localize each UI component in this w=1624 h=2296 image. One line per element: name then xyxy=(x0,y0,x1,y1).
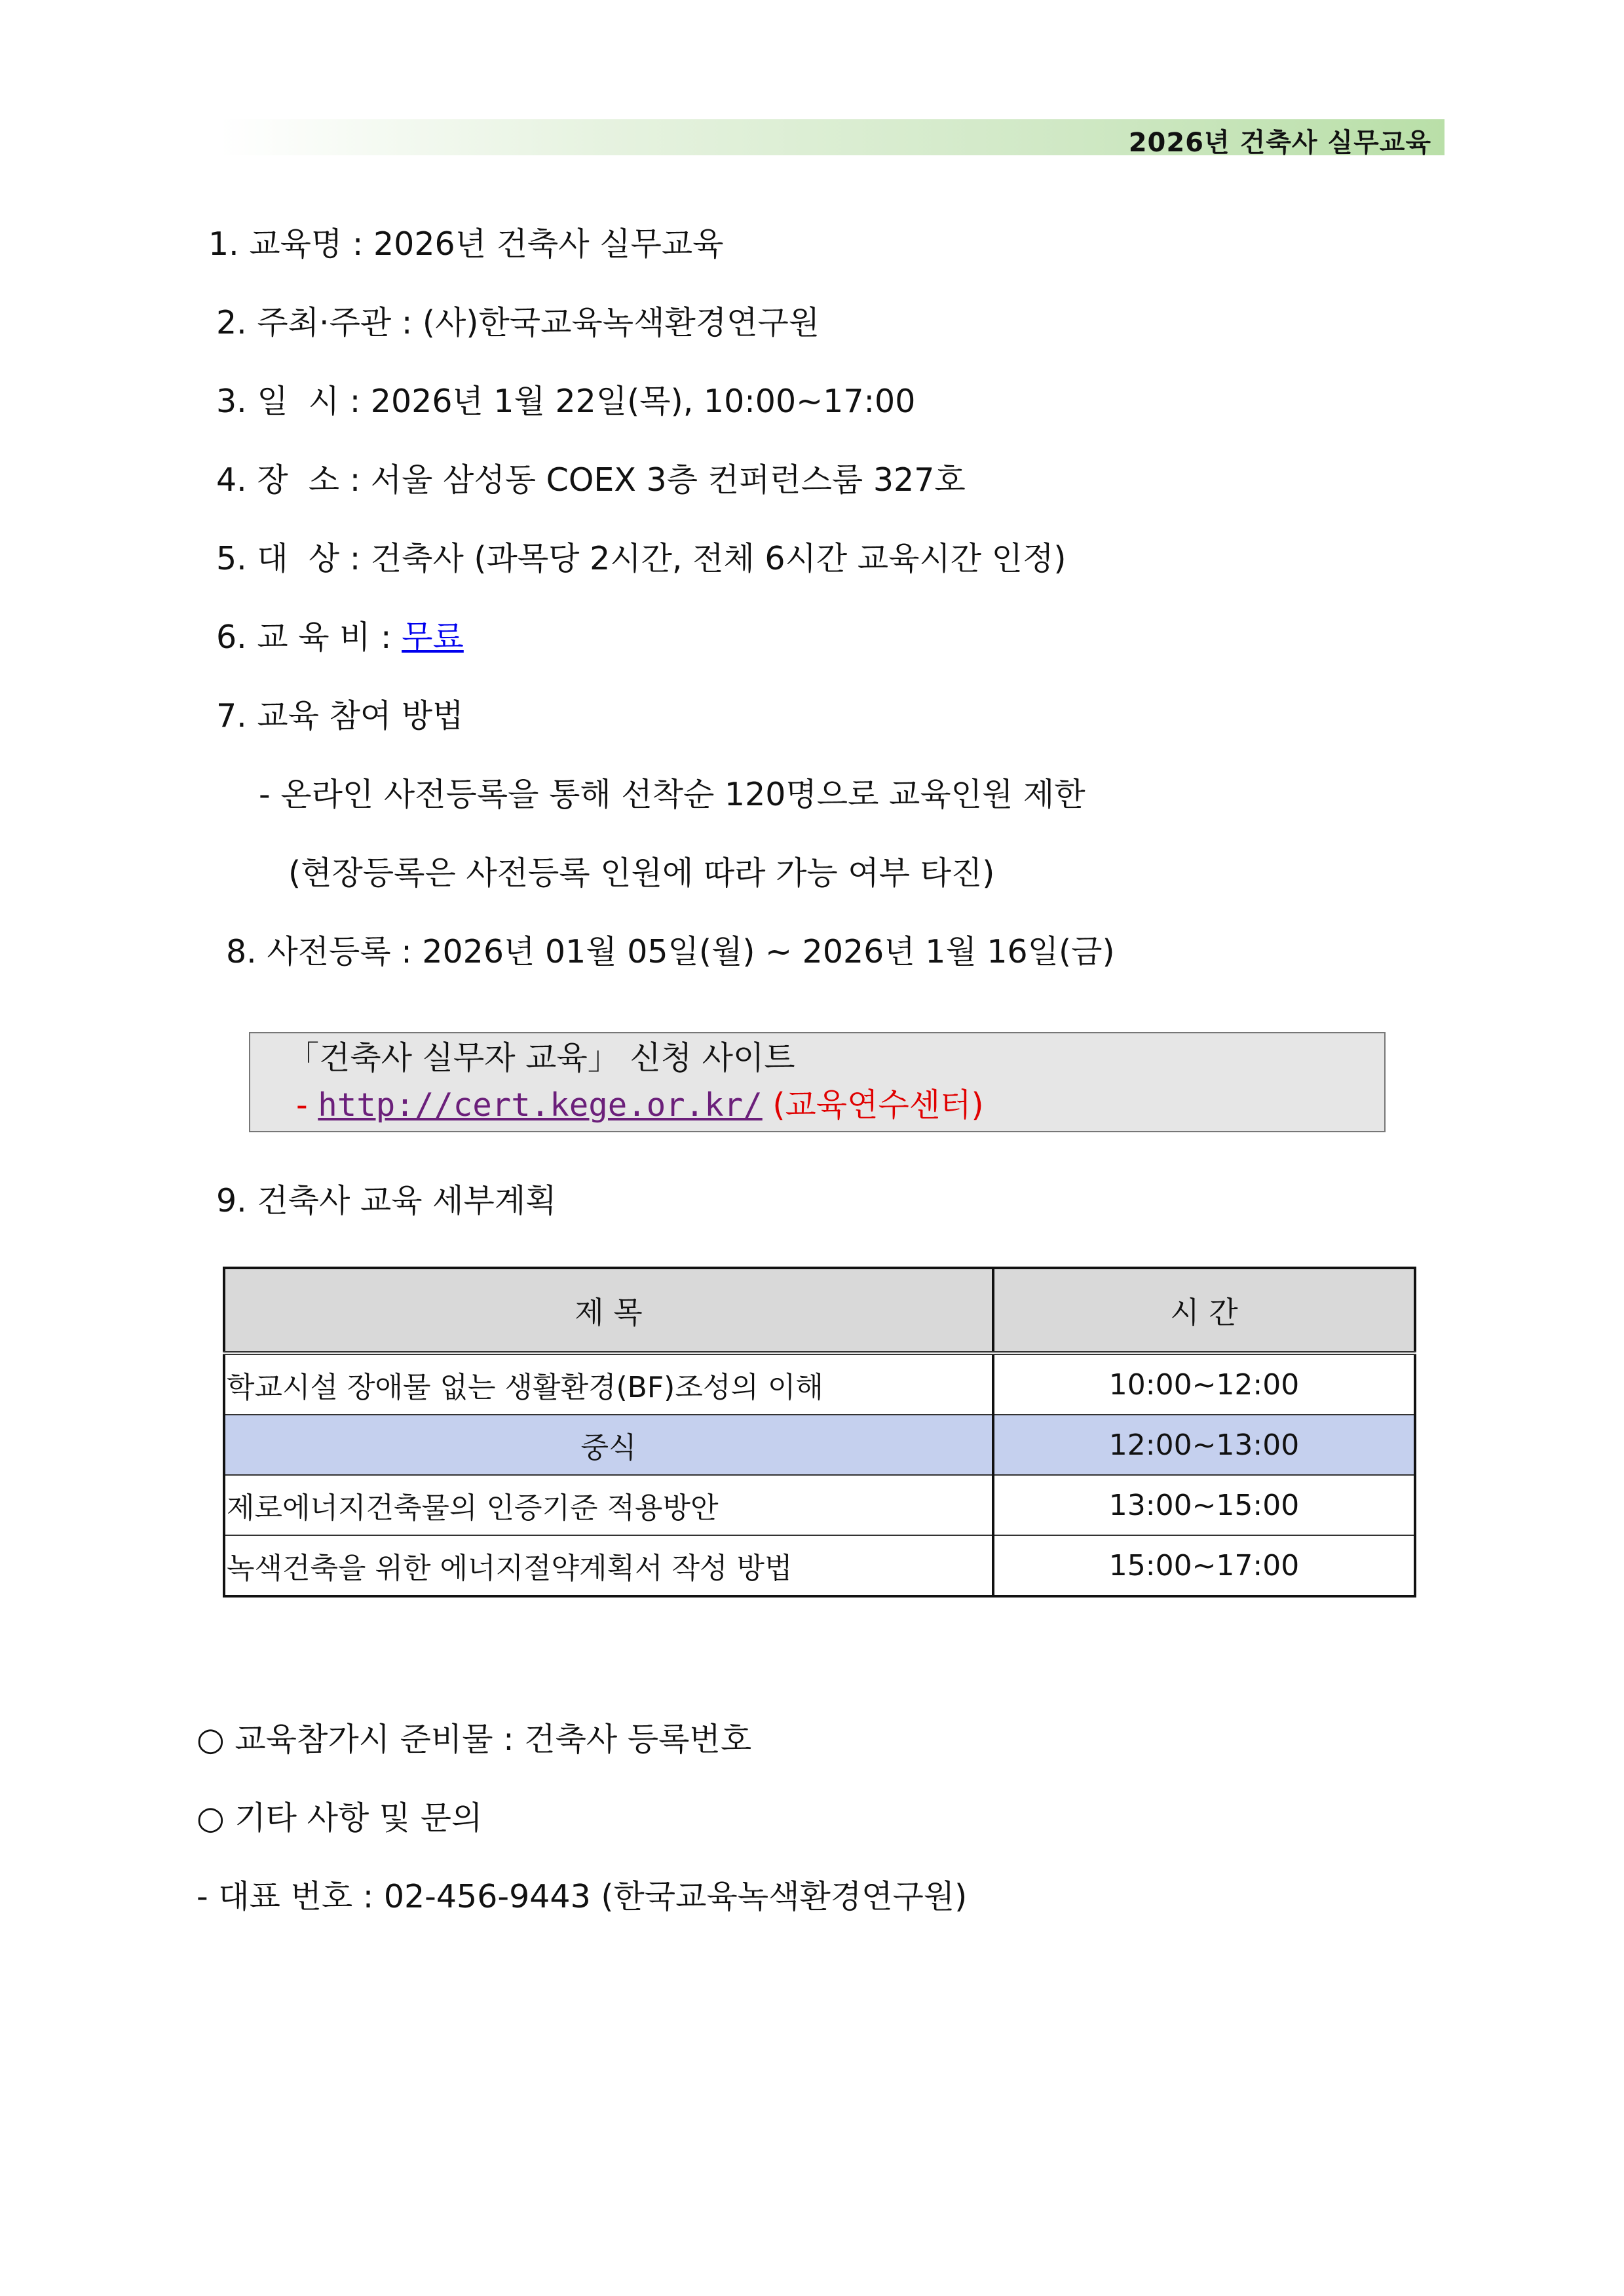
participation-detail: - 온라인 사전등록을 통해 선착순 120명으로 교육인원 제한 xyxy=(259,776,1086,813)
table-header-row xyxy=(224,1268,1415,1353)
session-title: 제로에너지건축물의 인증기준 적용방안 xyxy=(224,1475,993,1535)
table-row-lunch xyxy=(224,1415,1415,1475)
session-title: 중식 xyxy=(224,1415,993,1475)
header-band xyxy=(219,119,1445,158)
table-row xyxy=(224,1535,1415,1596)
item-datetime: 3. 일 시 : 2026년 1월 22일(목), 10:00~17:00 xyxy=(216,383,916,420)
table-row xyxy=(224,1475,1415,1535)
item-course-name: 1. 교육명 : 2026년 건축사 실무교육 xyxy=(208,225,724,263)
item-detailed-plan: 9. 건축사 교육 세부계획 xyxy=(216,1182,557,1219)
session-title: 녹색건축을 위한 에너지절약계획서 작성 방법 xyxy=(224,1535,993,1596)
session-time: 12:00~13:00 xyxy=(993,1415,1415,1475)
column-header-title: 제 목 xyxy=(224,1268,993,1353)
session-time: 15:00~17:00 xyxy=(993,1535,1415,1596)
site-box-title: 「건축사 실무자 교육」 신청 사이트 xyxy=(287,1039,795,1077)
note-phone: - 대표 번호 : 02-456-9443 (한국교육녹색환경연구원) xyxy=(197,1878,968,1915)
item-preregistration: 8. 사전등록 : 2026년 01월 05일(월) ~ 2026년 1월 16일(금) xyxy=(226,933,1115,970)
item-organizer: 2. 주최·주관 : (사)한국교육녹색환경연구원 xyxy=(216,304,820,341)
column-header-time: 시 간 xyxy=(993,1268,1415,1353)
item-fee xyxy=(216,618,464,657)
site-box-dash: - xyxy=(296,1086,318,1124)
note-inquiry: ○ 기타 사항 및 문의 xyxy=(197,1799,483,1837)
note-preparation: ○ 교육참가시 준비물 : 건축사 등록번호 xyxy=(197,1721,752,1758)
session-title: 학교시설 장애물 없는 생활환경(BF)조성의 이해 xyxy=(224,1353,993,1415)
session-time: 13:00~15:00 xyxy=(993,1475,1415,1535)
table-row xyxy=(224,1353,1415,1415)
session-time: 10:00~12:00 xyxy=(993,1353,1415,1415)
item-fee-label: 6. 교 육 비 : xyxy=(216,619,402,656)
participation-note: (현장등록은 사전등록 인원에 따라 가능 여부 타진) xyxy=(288,854,995,892)
fee-free-link[interactable]: 무료 xyxy=(402,619,464,656)
registration-site-box xyxy=(249,1032,1386,1132)
registration-url-link[interactable]: http://cert.kege.or.kr/ xyxy=(318,1086,763,1124)
item-target: 5. 대 상 : 건축사 (과목당 2시간, 전체 6시간 교육시간 인정) xyxy=(216,540,1067,577)
item-venue: 4. 장 소 : 서울 삼성동 COEX 3층 컨퍼런스룸 327호 xyxy=(216,461,966,499)
item-participation: 7. 교육 참여 방법 xyxy=(216,697,464,735)
header-title: 2026년 건축사 실무교육 xyxy=(1128,128,1431,158)
education-plan-table xyxy=(223,1267,1416,1598)
site-box-link-line xyxy=(296,1086,984,1125)
site-box-note: (교육연수센터) xyxy=(762,1086,984,1124)
